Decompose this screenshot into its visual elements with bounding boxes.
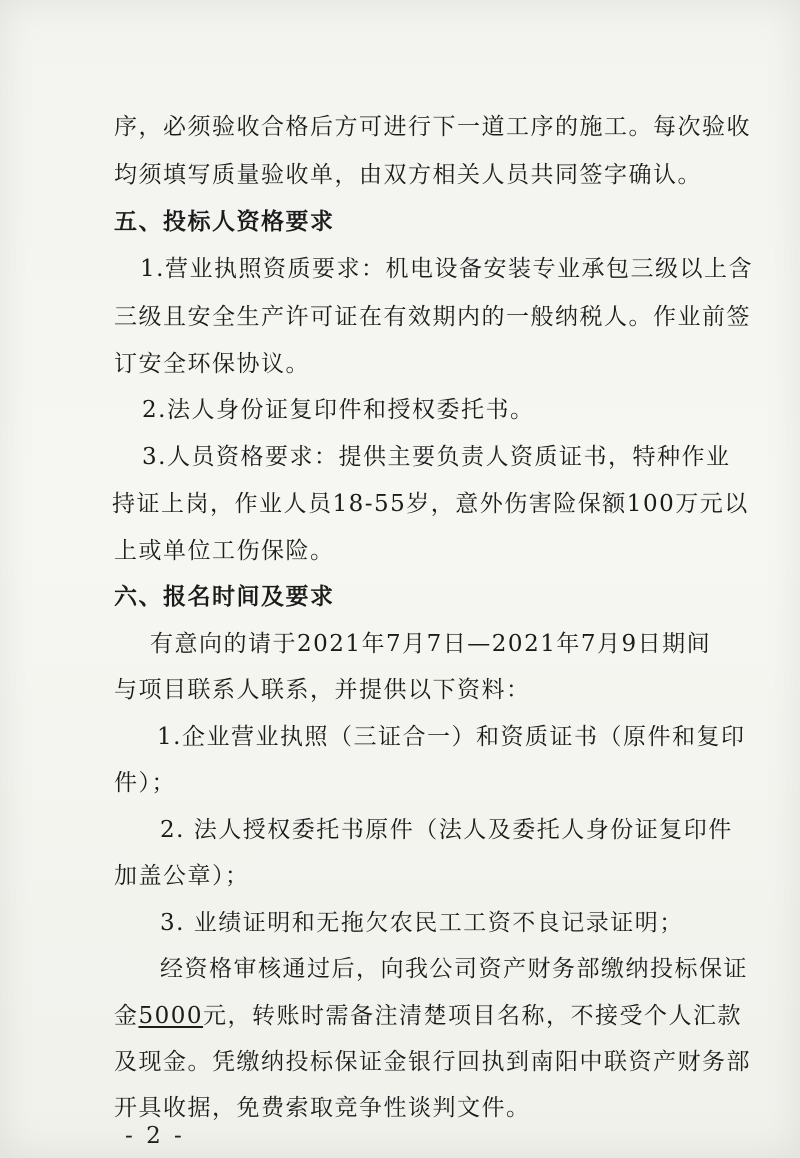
text-line: 均须填写质量验收单，由双方相关人员共同签字确认。 xyxy=(114,162,702,188)
text-line: 持证上岗，作业人员18-55岁，意外伤害险保额100万元以 xyxy=(112,491,749,517)
text-line: 上或单位工伤保险。 xyxy=(114,538,335,564)
text-line: 加盖公章）； xyxy=(114,863,250,889)
text-line: 1.营业执照资质要求：机电设备安装专业承包三级以上含 xyxy=(140,256,753,282)
text-line: 订安全环保协议。 xyxy=(114,351,310,377)
text-line: 三级且安全生产许可证在有效期内的一般纳税人。作业前签 xyxy=(114,304,751,330)
text-line: 经资格审核通过后，向我公司资产财务部缴纳投标保证 xyxy=(160,956,748,982)
text-line: 2.法人身份证复印件和授权委托书。 xyxy=(142,397,535,423)
section-heading-six: 六、报名时间及要求 xyxy=(114,583,335,610)
section-heading-five: 五、投标人资格要求 xyxy=(114,208,335,235)
text-line: 件）； xyxy=(114,770,176,796)
text-line: 及现金。凭缴纳投标保证金银行回执到南阳中联资产财务部 xyxy=(114,1049,751,1075)
text-line: 开具收据，免费索取竞争性谈判文件。 xyxy=(114,1095,531,1121)
text-fragment: 元，转账时需备注清楚项目名称，不接受个人汇款 xyxy=(203,1003,743,1029)
text-line: 3.人员资格要求：提供主要负责人资质证书，特种作业 xyxy=(142,444,731,470)
text-line: 3. 业绩证明和无拖欠农民工工资不良记录证明； xyxy=(160,910,684,936)
page-number: - 2 - xyxy=(125,1123,185,1149)
text-line: 1.企业营业执照（三证合一）和资质证书（原件和复印 xyxy=(157,724,746,750)
text-line: 序，必须验收合格后方可进行下一道工序的施工。每次验收 xyxy=(114,114,751,140)
text-fragment: 金 xyxy=(114,1003,139,1029)
text-line: 与项目联系人联系，并提供以下资料： xyxy=(114,677,531,703)
text-line: 2. 法人授权委托书原件（法人及委托人身份证复印件 xyxy=(160,817,733,843)
text-line: 有意向的请于2021年7月7日—2021年7月9日期间 xyxy=(150,631,712,657)
deposit-line xyxy=(114,997,742,1030)
deposit-amount: 5000 xyxy=(138,1003,204,1029)
